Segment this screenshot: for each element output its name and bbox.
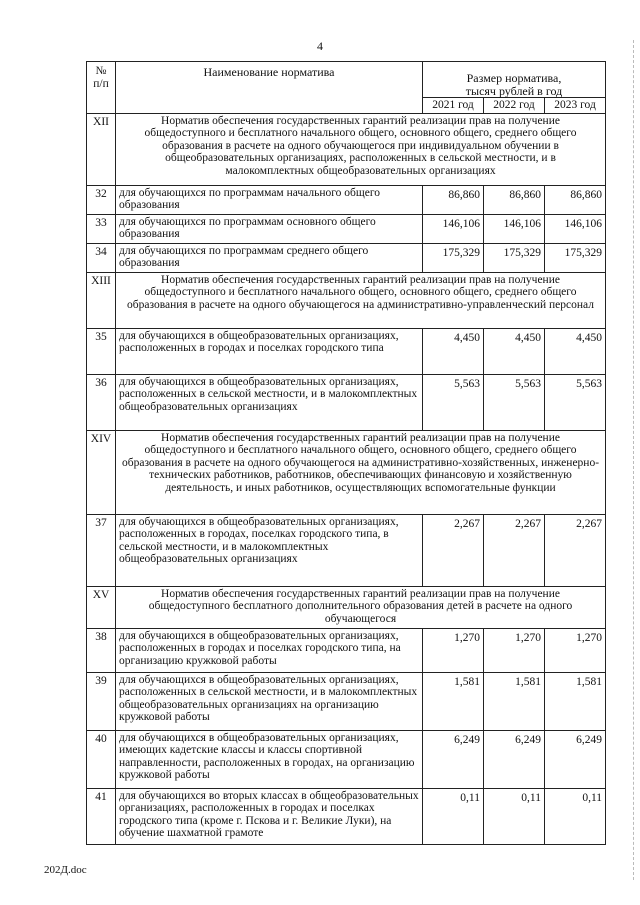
header-size-label: Размер норматива, тысяч рублей в год [465,71,563,98]
section-title: Норматив обеспечения государственных гарантий реализации прав на получение общедоступного и бесплатного начального общего, основного общего, среднего общего образования в расчете на одного обучающегося при индивидуальном обучении в общеобразовательных организациях, расположенных в сельской местности, и в малокомплектных общеобразовательных организациях [116,113,606,185]
norm-name: для обучающихся в общеобразовательных организациях, расположенных в сельской местности, и в малокомплектных общеобразовательных организациях на организацию кружковой работы [116,672,423,730]
file-name: 202Д.doc [44,864,87,876]
table-row [87,374,606,430]
header-year-2023: 2023 год [545,98,606,114]
section-title: Норматив обеспечения государственных гарантий реализации прав на получение общедоступного и бесплатного начального общего, основного общего, среднего общего образования в расчете на одного обучающегося на административно-управленческий персонал [116,272,606,328]
row-number: 35 [87,328,116,374]
value-2022: 2,267 [484,514,545,586]
norm-name: для обучающихся по программам среднего общего образования [116,243,423,272]
table-row [87,214,606,243]
value-2023: 4,450 [545,328,606,374]
row-number: 32 [87,185,116,214]
section-number: XV [87,586,116,628]
value-2021: 146,106 [423,214,484,243]
header-row [87,62,606,98]
value-2021: 1,581 [423,672,484,730]
value-2022: 1,581 [484,672,545,730]
section-row [87,586,606,628]
table-row [87,243,606,272]
value-2023: 1,270 [545,628,606,672]
value-2022: 0,11 [484,788,545,844]
value-2022: 146,106 [484,214,545,243]
table-row [87,788,606,844]
section-number: XIV [87,430,116,514]
row-number: 37 [87,514,116,586]
row-number: 36 [87,374,116,430]
page-number: 4 [317,39,323,53]
value-2023: 1,581 [545,672,606,730]
value-2023: 146,106 [545,214,606,243]
norm-name: для обучающихся в общеобразовательных организациях, имеющих кадетские классы и классы спортивной направленности, расположенных в городах, на организацию кружковой работы [116,730,423,788]
norm-name: для обучающихся в общеобразовательных организациях, расположенных в городах и поселках городского типа [116,328,423,374]
section-row [87,113,606,185]
header-size [423,62,606,98]
value-2023: 5,563 [545,374,606,430]
value-2023: 0,11 [545,788,606,844]
row-number: 39 [87,672,116,730]
norm-name: для обучающихся во вторых классах в общеобразовательных организациях, расположенных в городах и поселках городского типа (кроме г. Пскова и г. Великие Луки), на обучение шахматной грамоте [116,788,423,844]
table-body [87,113,606,844]
norm-name: для обучающихся в общеобразовательных организациях, расположенных в городах и поселках городского типа, на организацию кружковой работы [116,628,423,672]
value-2021: 2,267 [423,514,484,586]
table-row [87,672,606,730]
norm-name: для обучающихся в общеобразовательных организациях, расположенных в городах, поселках городского типа, в сельской местности, и в малокомплектных общеобразовательных организациях [116,514,423,586]
value-2022: 175,329 [484,243,545,272]
value-2021: 5,563 [423,374,484,430]
norm-name: для обучающихся по программам основного общего образования [116,214,423,243]
header-number-label: № п/п [93,65,109,90]
value-2021: 4,450 [423,328,484,374]
header-year-2022: 2022 год [484,98,545,114]
table-row [87,628,606,672]
value-2021: 6,249 [423,730,484,788]
value-2021: 0,11 [423,788,484,844]
section-number: XII [87,113,116,185]
scan-edge [633,40,634,880]
value-2023: 175,329 [545,243,606,272]
value-2023: 6,249 [545,730,606,788]
value-2021: 86,860 [423,185,484,214]
section-row [87,272,606,328]
value-2021: 175,329 [423,243,484,272]
table-row [87,514,606,586]
row-number: 33 [87,214,116,243]
section-title: Норматив обеспечения государственных гарантий реализации прав на получение общедоступного бесплатного дополнительного образования детей в расчете на одного обучающегося [116,586,606,628]
row-number: 38 [87,628,116,672]
value-2022: 5,563 [484,374,545,430]
value-2023: 86,860 [545,185,606,214]
row-number: 40 [87,730,116,788]
value-2022: 6,249 [484,730,545,788]
header-year-2021: 2021 год [423,98,484,114]
header-number [87,62,116,114]
header-name: Наименование норматива [116,62,423,114]
value-2023: 2,267 [545,514,606,586]
section-title: Норматив обеспечения государственных гарантий реализации прав на получение общедоступного и бесплатного начального общего, основного общего, среднего общего образования в расчете на одного обучающегося на административно-хозяйственных, инженерно-технических работников, работников, обеспечивающих финансовую и хозяйственную деятельность, и иных работников, осуществляющих вспомогательные функции [116,430,606,514]
value-2022: 4,450 [484,328,545,374]
row-number: 34 [87,243,116,272]
value-2022: 1,270 [484,628,545,672]
norms-table [86,61,606,845]
table-row [87,328,606,374]
value-2021: 1,270 [423,628,484,672]
table-row [87,185,606,214]
table-row [87,730,606,788]
norm-name: для обучающихся по программам начального общего образования [116,185,423,214]
section-number: XIII [87,272,116,328]
value-2022: 86,860 [484,185,545,214]
section-row [87,430,606,514]
row-number: 41 [87,788,116,844]
norm-name: для обучающихся в общеобразовательных организациях, расположенных в сельской местности, и в малокомплектных общеобразовательных организациях [116,374,423,430]
